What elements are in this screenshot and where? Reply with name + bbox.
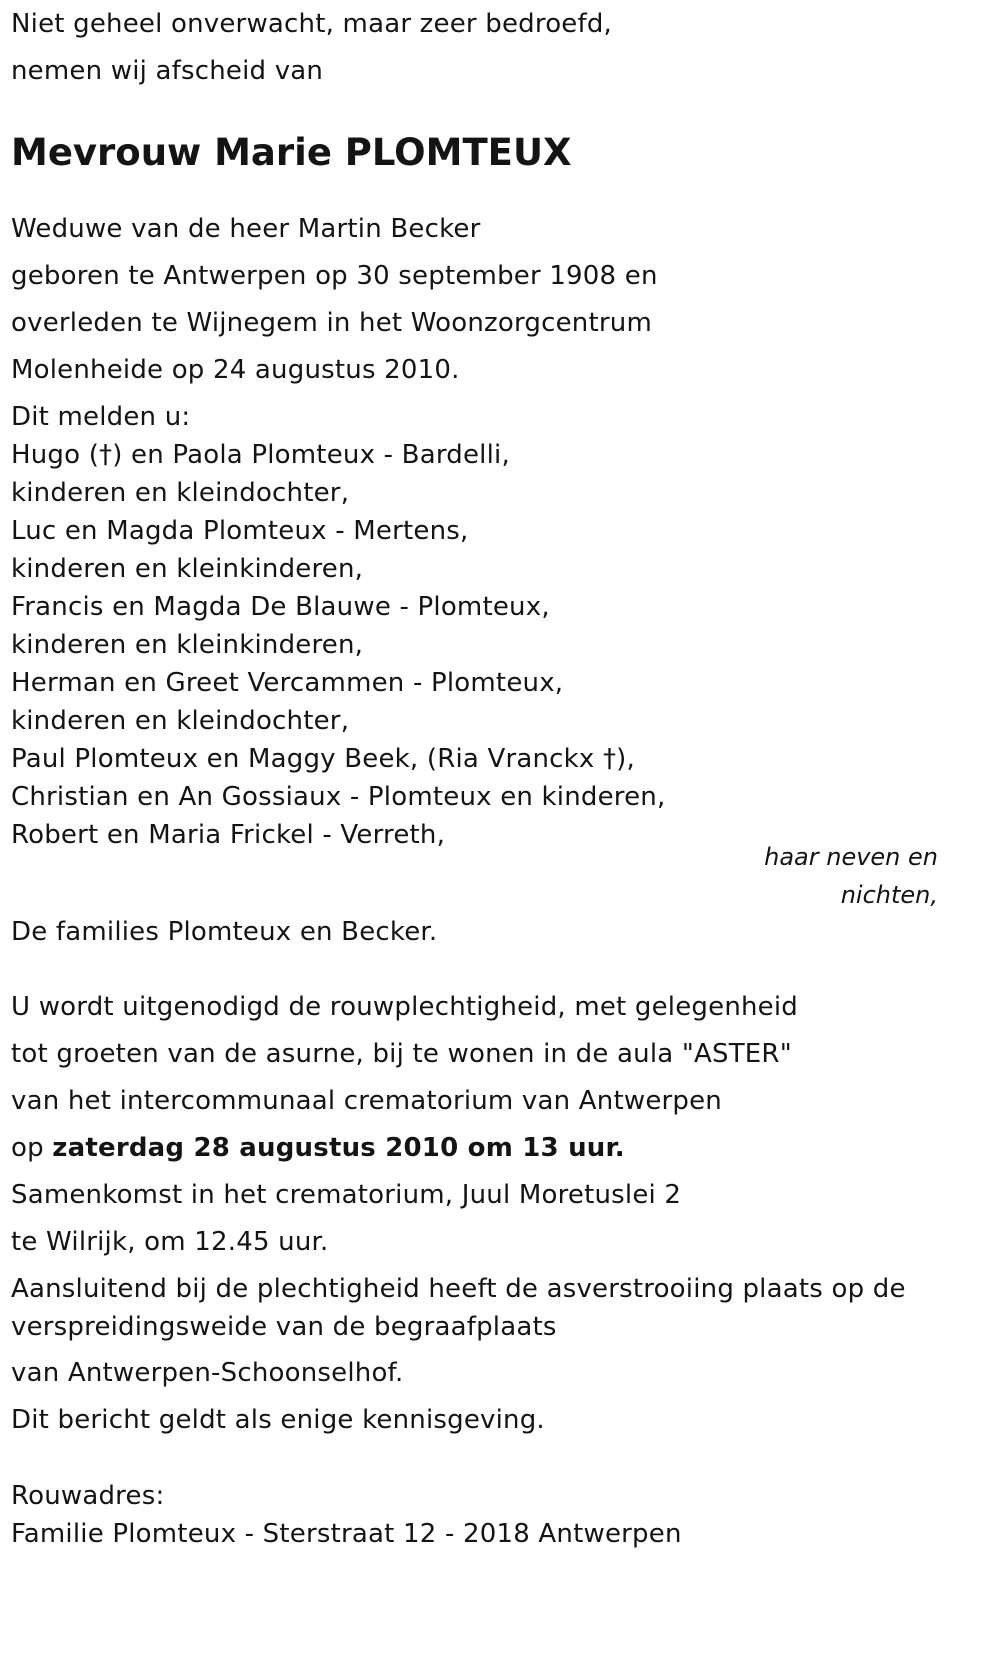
bio-line-3: overleden te Wijnegem in het Woonzorgcentrum [11,308,652,338]
announcer-line: kinderen en kleinkinderen, [11,630,364,660]
ceremony-date-line [11,1133,625,1163]
ceremony-line-5: Samenkomst in het crematorium, Juul Moretuslei 2 [11,1180,682,1210]
families-line: De families Plomteux en Becker. [11,917,438,947]
date-prefix: op [11,1133,53,1163]
announcer-line: Christian en An Gossiaux - Plomteux en kinderen, [11,782,666,812]
ceremony-line-3: van het intercommunaal crematorium van Antwerpen [11,1086,722,1116]
bio-line-2: geboren te Antwerpen op 30 september 1908 en [11,261,658,291]
ceremony-line-6: te Wilrijk, om 12.45 uur. [11,1227,329,1257]
announcer-line: Paul Plomteux en Maggy Beek, (Ria Vranckx †), [11,744,635,774]
bio-line-1: Weduwe van de heer Martin Becker [11,214,481,244]
announcers-heading: Dit melden u: [11,402,191,432]
relation-line-2: nichten, [840,881,938,909]
ceremony-line-10: Dit bericht geldt als enige kennisgeving. [11,1405,545,1435]
announcer-line: kinderen en kleindochter, [11,478,350,508]
announcer-line: kinderen en kleinkinderen, [11,554,364,584]
announcer-line: Robert en Maria Frickel - Verreth, [11,820,446,850]
deceased-name: Mevrouw Marie PLOMTEUX [11,131,572,174]
ceremony-line-1: U wordt uitgenodigd de rouwplechtigheid, met gelegenheid [11,992,799,1022]
announcer-line: Hugo (†) en Paola Plomteux - Bardelli, [11,440,510,470]
ceremony-line-2: tot groeten van de asurne, bij te wonen in de aula "ASTER" [11,1039,792,1069]
ceremony-date: zaterdag 28 augustus 2010 om 13 uur. [52,1133,625,1163]
relation-line-1: haar neven en [764,843,938,871]
ceremony-line-9: van Antwerpen-Schoonselhof. [11,1358,404,1388]
address-heading: Rouwadres: [11,1481,165,1511]
announcer-line: Herman en Greet Vercammen - Plomteux, [11,668,564,698]
announcer-line: kinderen en kleindochter, [11,706,350,736]
announcer-line: Francis en Magda De Blauwe - Plomteux, [11,592,550,622]
bio-line-4: Molenheide op 24 augustus 2010. [11,355,460,385]
intro-line-2: nemen wij afscheid van [11,56,324,86]
ceremony-line-7: Aansluitend bij de plechtigheid heeft de asverstrooiing plaats op de [11,1274,906,1304]
ceremony-line-8: verspreidingsweide van de begraafplaats [11,1312,557,1342]
intro-line-1: Niet geheel onverwacht, maar zeer bedroefd, [11,9,613,39]
address-line: Familie Plomteux - Sterstraat 12 - 2018 Antwerpen [11,1519,682,1549]
announcer-line: Luc en Magda Plomteux - Mertens, [11,516,469,546]
